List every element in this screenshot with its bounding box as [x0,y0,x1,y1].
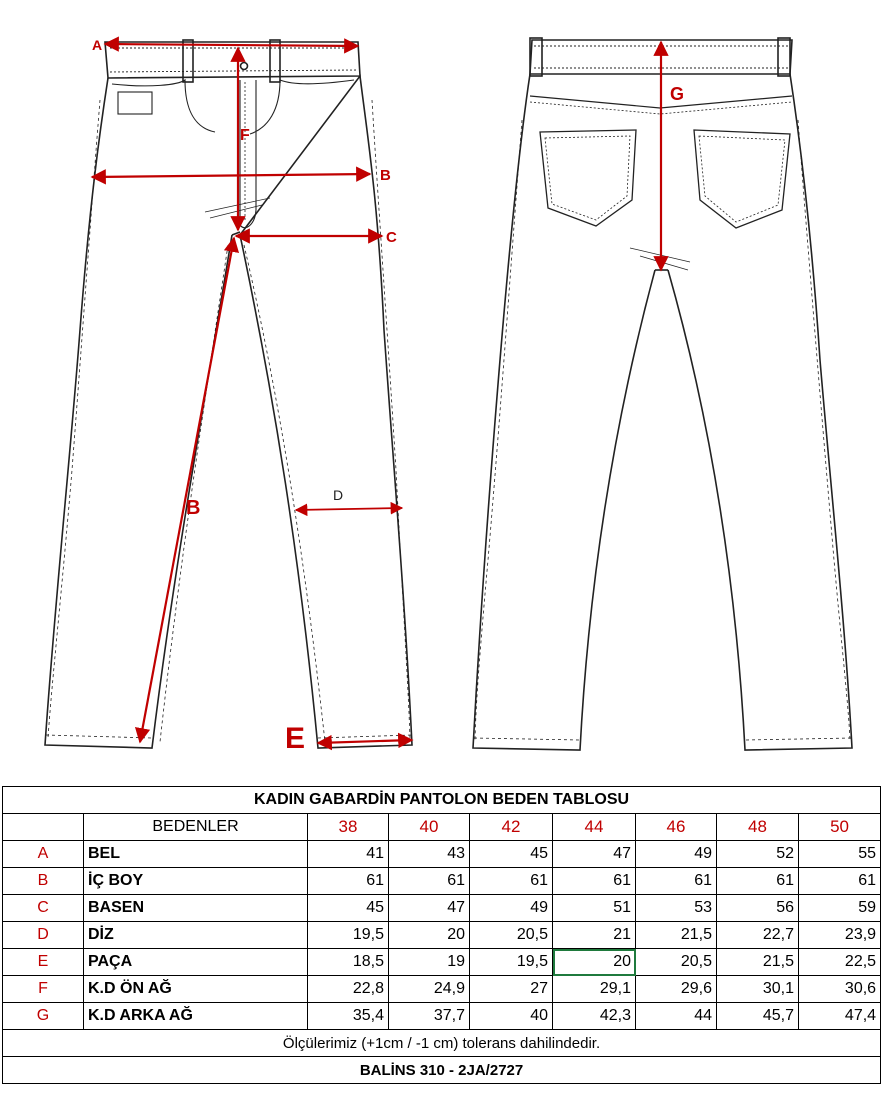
row-value: 37,7 [389,1003,470,1030]
row-value: 21 [553,922,636,949]
size-48: 48 [717,814,799,841]
row-code: F [3,976,84,1003]
row-value: 40 [470,1003,553,1030]
row-value: 30,1 [717,976,799,1003]
size-40: 40 [389,814,470,841]
row-value: 21,5 [636,922,717,949]
row-value: 49 [470,895,553,922]
row-code: D [3,922,84,949]
size-38: 38 [308,814,389,841]
label-f: F [240,127,250,144]
row-value: 61 [717,868,799,895]
size-table [2,786,881,1084]
table-title: KADIN GABARDİN PANTOLON BEDEN TABLOSU [3,787,881,814]
row-code: B [3,868,84,895]
row-value: 51 [553,895,636,922]
model-code: BALİNS 310 - 2JA/2727 [3,1057,881,1084]
row-value: 23,9 [799,922,881,949]
row-value: 19,5 [470,949,553,976]
row-value: 19 [389,949,470,976]
row-value: 27 [470,976,553,1003]
row-code: G [3,1003,84,1030]
size-46: 46 [636,814,717,841]
row-value: 29,6 [636,976,717,1003]
row-value: 20,5 [636,949,717,976]
row-value: 53 [636,895,717,922]
row-code: C [3,895,84,922]
row-value: 49 [636,841,717,868]
back-view [473,38,852,750]
row-value: 22,5 [799,949,881,976]
table-row [3,1003,881,1030]
row-value: 45,7 [717,1003,799,1030]
row-value: 44 [636,1003,717,1030]
row-value: 45 [308,895,389,922]
row-value: 30,6 [799,976,881,1003]
header-label: BEDENLER [84,814,308,841]
row-value: 20 [553,949,636,976]
row-value: 29,1 [553,976,636,1003]
row-value: 21,5 [717,949,799,976]
row-value: 55 [799,841,881,868]
row-value: 52 [717,841,799,868]
row-value: 19,5 [308,922,389,949]
table-row [3,841,881,868]
row-code: A [3,841,84,868]
label-g: G [670,84,685,104]
row-value: 61 [553,868,636,895]
row-value: 61 [799,868,881,895]
row-value: 47 [553,841,636,868]
row-value: 47,4 [799,1003,881,1030]
row-value: 59 [799,895,881,922]
size-44: 44 [553,814,636,841]
row-value: 24,9 [389,976,470,1003]
size-42: 42 [470,814,553,841]
row-value: 61 [389,868,470,895]
row-value: 41 [308,841,389,868]
tolerance-note: Ölçülerimiz (+1cm / -1 cm) tolerans dahilindedir. [3,1030,881,1057]
label-e: E [285,722,306,755]
table-row [3,949,881,976]
front-measure-lines [92,44,412,743]
size-header-row [3,814,881,841]
row-value: 56 [717,895,799,922]
label-d: D [333,487,344,503]
row-code: E [3,949,84,976]
row-value: 35,4 [308,1003,389,1030]
row-value: 45 [470,841,553,868]
label-a: A [92,37,103,53]
table-row [3,895,881,922]
label-b-hip: B [380,167,391,184]
table-row [3,868,881,895]
label-b-inseam: B [186,497,201,519]
row-value: 20,5 [470,922,553,949]
row-name: K.D ÖN AĞ [84,976,308,1003]
row-name: BASEN [84,895,308,922]
row-name: K.D ARKA AĞ [84,1003,308,1030]
row-name: BEL [84,841,308,868]
front-view [45,40,412,748]
label-c: C [386,229,397,246]
row-name: PAÇA [84,949,308,976]
table-row [3,976,881,1003]
size-50: 50 [799,814,881,841]
row-value: 61 [470,868,553,895]
row-value: 43 [389,841,470,868]
row-value: 61 [308,868,389,895]
table-row [3,922,881,949]
row-value: 18,5 [308,949,389,976]
row-name: DİZ [84,922,308,949]
row-value: 22,8 [308,976,389,1003]
row-value: 47 [389,895,470,922]
row-name: İÇ BOY [84,868,308,895]
row-value: 42,3 [553,1003,636,1030]
row-value: 61 [636,868,717,895]
row-value: 20 [389,922,470,949]
row-value: 22,7 [717,922,799,949]
